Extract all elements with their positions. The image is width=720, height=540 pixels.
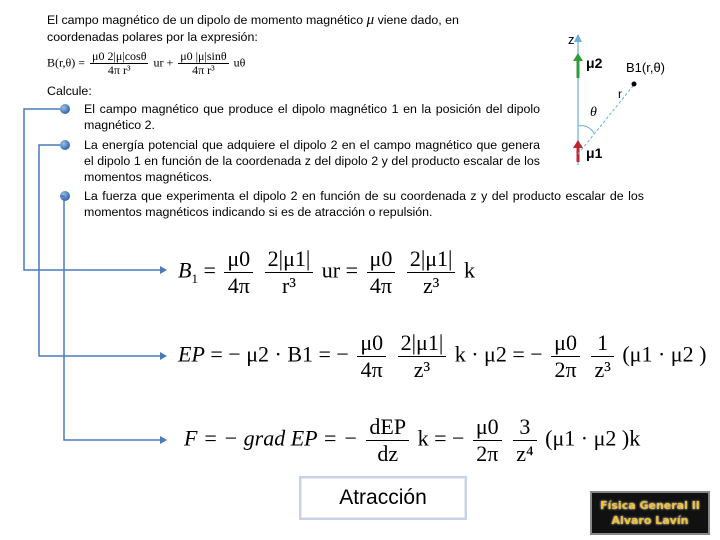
question-2: La energía potencial que adquiere el dipolo 2 en el campo magnético que genera el dipolo 1 en función de la coordenada z del dipolo 2 y del producto escalar de los momentos magnéticos. [84,138,540,184]
equation-3 [184,416,640,465]
eq3-mid: k = − [417,425,465,451]
answer-text: Atracción [339,486,427,509]
field-point [632,82,637,87]
z-label: z [568,32,575,47]
intro-line1: El campo magnético de un dipolo de momento magnético [47,13,364,27]
formula-term2-num: μ0 |μ|sinθ [180,49,227,63]
connector-2-arrow [160,352,167,360]
eq1-frac1-num: μ0 [224,248,253,273]
formula-term1-den: 4π r³ [107,63,131,78]
eq1-frac2-den: r³ [282,273,296,298]
formula-ur: ur + [153,55,174,70]
mu1-label: μ1 [586,145,603,161]
eq1-frac4 [407,248,456,297]
connector-1-arrow [160,266,167,274]
eq2-frac2-den: z³ [413,357,431,382]
eq1-frac1-den: 4π [227,273,250,298]
intro-line1-end: viene dado, en [377,13,459,27]
logo-line2: Alvaro Lavín [611,514,689,527]
eq2-frac2-num: 2|μ1| [398,332,447,357]
question-3: La fuerza que experimenta el dipolo 2 en función de su coordenada z y del producto escalar de los momentos magnéticos indicando si es de atracción o repulsión. [84,189,644,219]
eq2-frac1-num: μ0 [357,332,386,357]
eq1-frac4-den: z³ [422,273,440,298]
eq2-frac3-den: 2π [554,357,577,382]
eq3-frac3-den: z⁴ [516,441,534,466]
eq2-frac2 [398,332,447,381]
eq2-tail: (μ1 · μ2 ) [622,341,707,367]
formula-lhs: B(r,θ) = [47,55,86,70]
eq2-mid: k · μ2 = − [454,341,543,367]
eq1-frac3 [367,248,396,297]
equation-1 [178,248,475,297]
eq3-frac3-num: 3 [513,416,536,441]
connector-3 [60,196,160,440]
eq2-frac4 [591,332,613,381]
eq2-lhs: EP [178,341,205,367]
eq3-frac1-num: dEP [366,416,409,441]
z-axis-arrow-icon [574,34,582,42]
eq3-frac2 [473,416,502,465]
answer-box [299,476,467,520]
eq2-eq: = − μ2 · B1 = − [210,341,349,367]
intro-line2: coordenadas polares por la expresión: [47,29,258,44]
eq1-frac4-num: 2|μ1| [407,248,456,273]
equation-2 [178,332,706,381]
eq1-frac3-num: μ0 [367,248,396,273]
formula-term2-den: 4π r³ [192,63,215,78]
eq2-frac3 [551,332,580,381]
eq1-equals-2: = [345,257,359,283]
eq3-frac1-den: dz [377,441,399,466]
eq2-frac4-den: z³ [594,357,611,382]
eq1-lhs-sub: 1 [191,270,198,286]
calc-label: Calcule: [47,84,92,98]
formula-term1-num: μ0 2|μ|cosθ [92,49,147,63]
theta-label: θ [590,105,597,120]
eq1-equals: = [203,257,216,283]
eq2-frac4-num: 1 [591,332,613,357]
connector-1 [24,109,160,270]
mu2-label: μ2 [586,55,603,71]
mu-symbol: μ [366,12,375,28]
r-label: r [618,87,622,101]
eq3-frac3 [513,416,536,465]
mu1-arrow-icon [573,140,583,148]
logo-line1: Física General II [600,499,700,512]
eq1-frac2 [265,248,314,297]
theta-arc [578,126,594,133]
eq1-frac1 [224,248,253,297]
eq3-tail: (μ1 · μ2 )k [545,425,641,451]
eq3-lhs: F = − grad EP = − [184,425,358,451]
course-logo [590,491,710,535]
eq3-frac2-den: 2π [476,441,499,466]
question-1: El campo magnético que produce el dipolo magnético 1 en la posición del dipolo magnético 2. [84,102,540,132]
eq3-frac1 [366,416,409,465]
connector-3-arrow [160,436,167,444]
r-vector [578,86,633,154]
eq2-frac1-den: 4π [360,357,383,382]
eq3-frac2-num: μ0 [473,416,502,441]
eq2-frac1 [357,332,386,381]
eq1-lhs: B [178,257,192,283]
eq1-frac2-num: 2|μ1| [265,248,314,273]
connector-2 [39,145,160,356]
eq2-frac3-num: μ0 [551,332,580,357]
eq1-unit: ur [321,257,341,283]
point-label: B1(r,θ) [626,60,666,75]
eq1-frac3-den: 4π [369,273,392,298]
mu2-arrow-icon [573,53,583,61]
eq1-k: k [463,257,475,283]
formula-utheta: uθ [233,55,246,70]
dipole-diagram [548,20,718,170]
